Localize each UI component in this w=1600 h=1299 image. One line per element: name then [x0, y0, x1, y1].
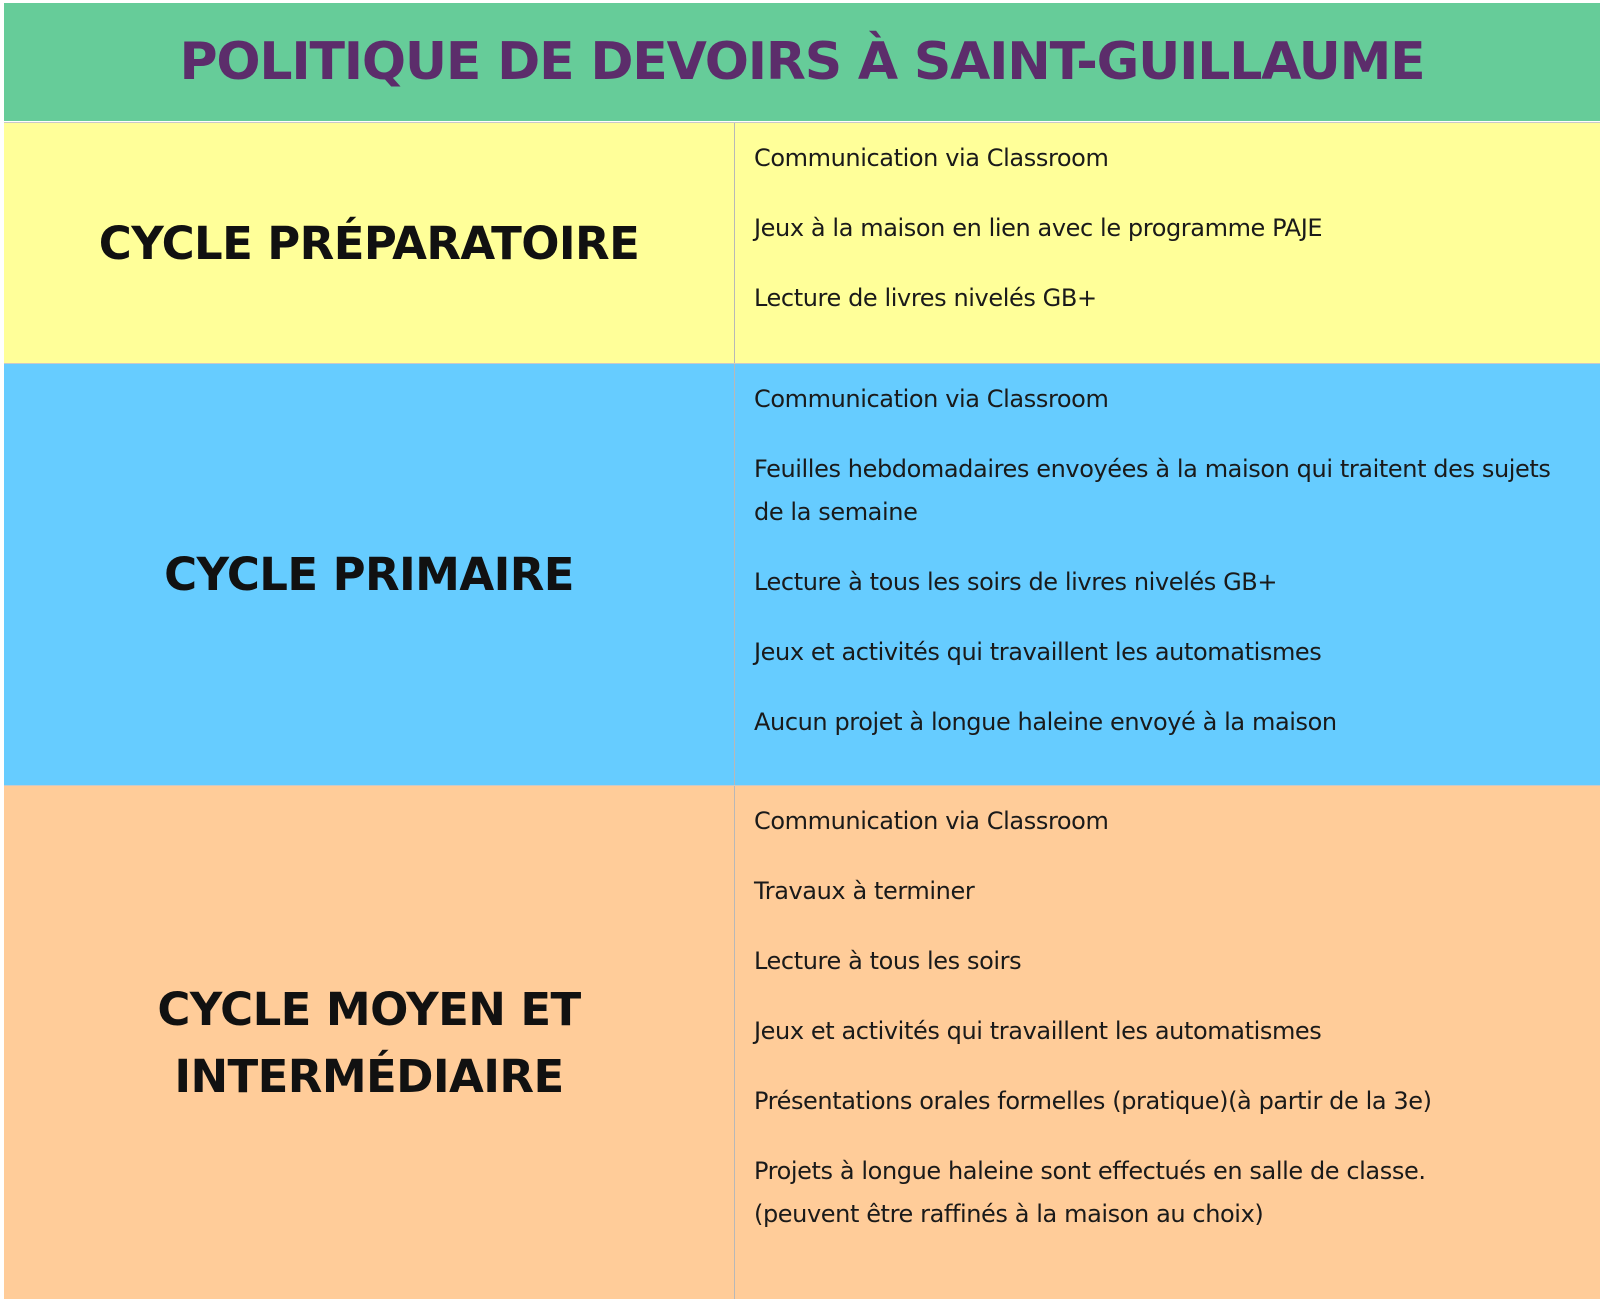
list-item: Communication via Classroom: [754, 807, 1109, 835]
item-list: [754, 378, 1580, 744]
row-cycle-preparatoire: [4, 122, 1600, 363]
row-cycle-primaire: [4, 363, 1600, 785]
row-cycle-moyen-intermediaire: [4, 785, 1600, 1299]
list-item: Jeux à la maison en lien avec le programme PAJE: [754, 214, 1323, 242]
list-item: Présentations orales formelles (pratique)(à partir de la 3e): [754, 1087, 1432, 1115]
cycle-label-cell: [4, 123, 735, 363]
list-item: Communication via Classroom: [754, 144, 1109, 172]
cycle-label-cell: [4, 786, 735, 1299]
list-item: Travaux à terminer: [754, 877, 975, 905]
cycle-items-cell: [735, 364, 1600, 785]
page-title: POLITIQUE DE DEVOIRS À SAINT-GUILLAUME: [179, 32, 1425, 92]
list-item: Jeux et activités qui travaillent les automatismes: [754, 638, 1322, 666]
cycle-items-cell: [735, 786, 1600, 1299]
title-banner: [4, 3, 1600, 121]
cycle-name: CYCLE PRÉPARATOIRE: [98, 216, 640, 270]
list-item: Jeux et activités qui travaillent les automatismes: [754, 1017, 1322, 1045]
list-item: Lecture à tous les soirs de livres nivelés GB+: [754, 568, 1278, 596]
item-list: [754, 137, 1580, 320]
cycle-label-cell: [4, 364, 735, 785]
list-item: Projets à longue haleine sont effectués en salle de classe. (peuvent être raffinés à la maison au choix): [754, 1157, 1426, 1228]
item-list: [754, 800, 1580, 1236]
list-item: Communication via Classroom: [754, 385, 1109, 413]
list-item: Aucun projet à longue haleine envoyé à la maison: [754, 708, 1337, 736]
list-item: Lecture à tous les soirs: [754, 947, 1022, 975]
cycle-items-cell: [735, 123, 1600, 363]
list-item: Feuilles hebdomadaires envoyées à la maison qui traitent des sujets de la semaine: [754, 455, 1551, 526]
cycle-name: CYCLE PRIMAIRE: [164, 548, 574, 601]
cycle-name: CYCLE MOYEN ET INTERMÉDIAIRE: [157, 983, 581, 1103]
list-item: Lecture de livres nivelés GB+: [754, 284, 1097, 312]
